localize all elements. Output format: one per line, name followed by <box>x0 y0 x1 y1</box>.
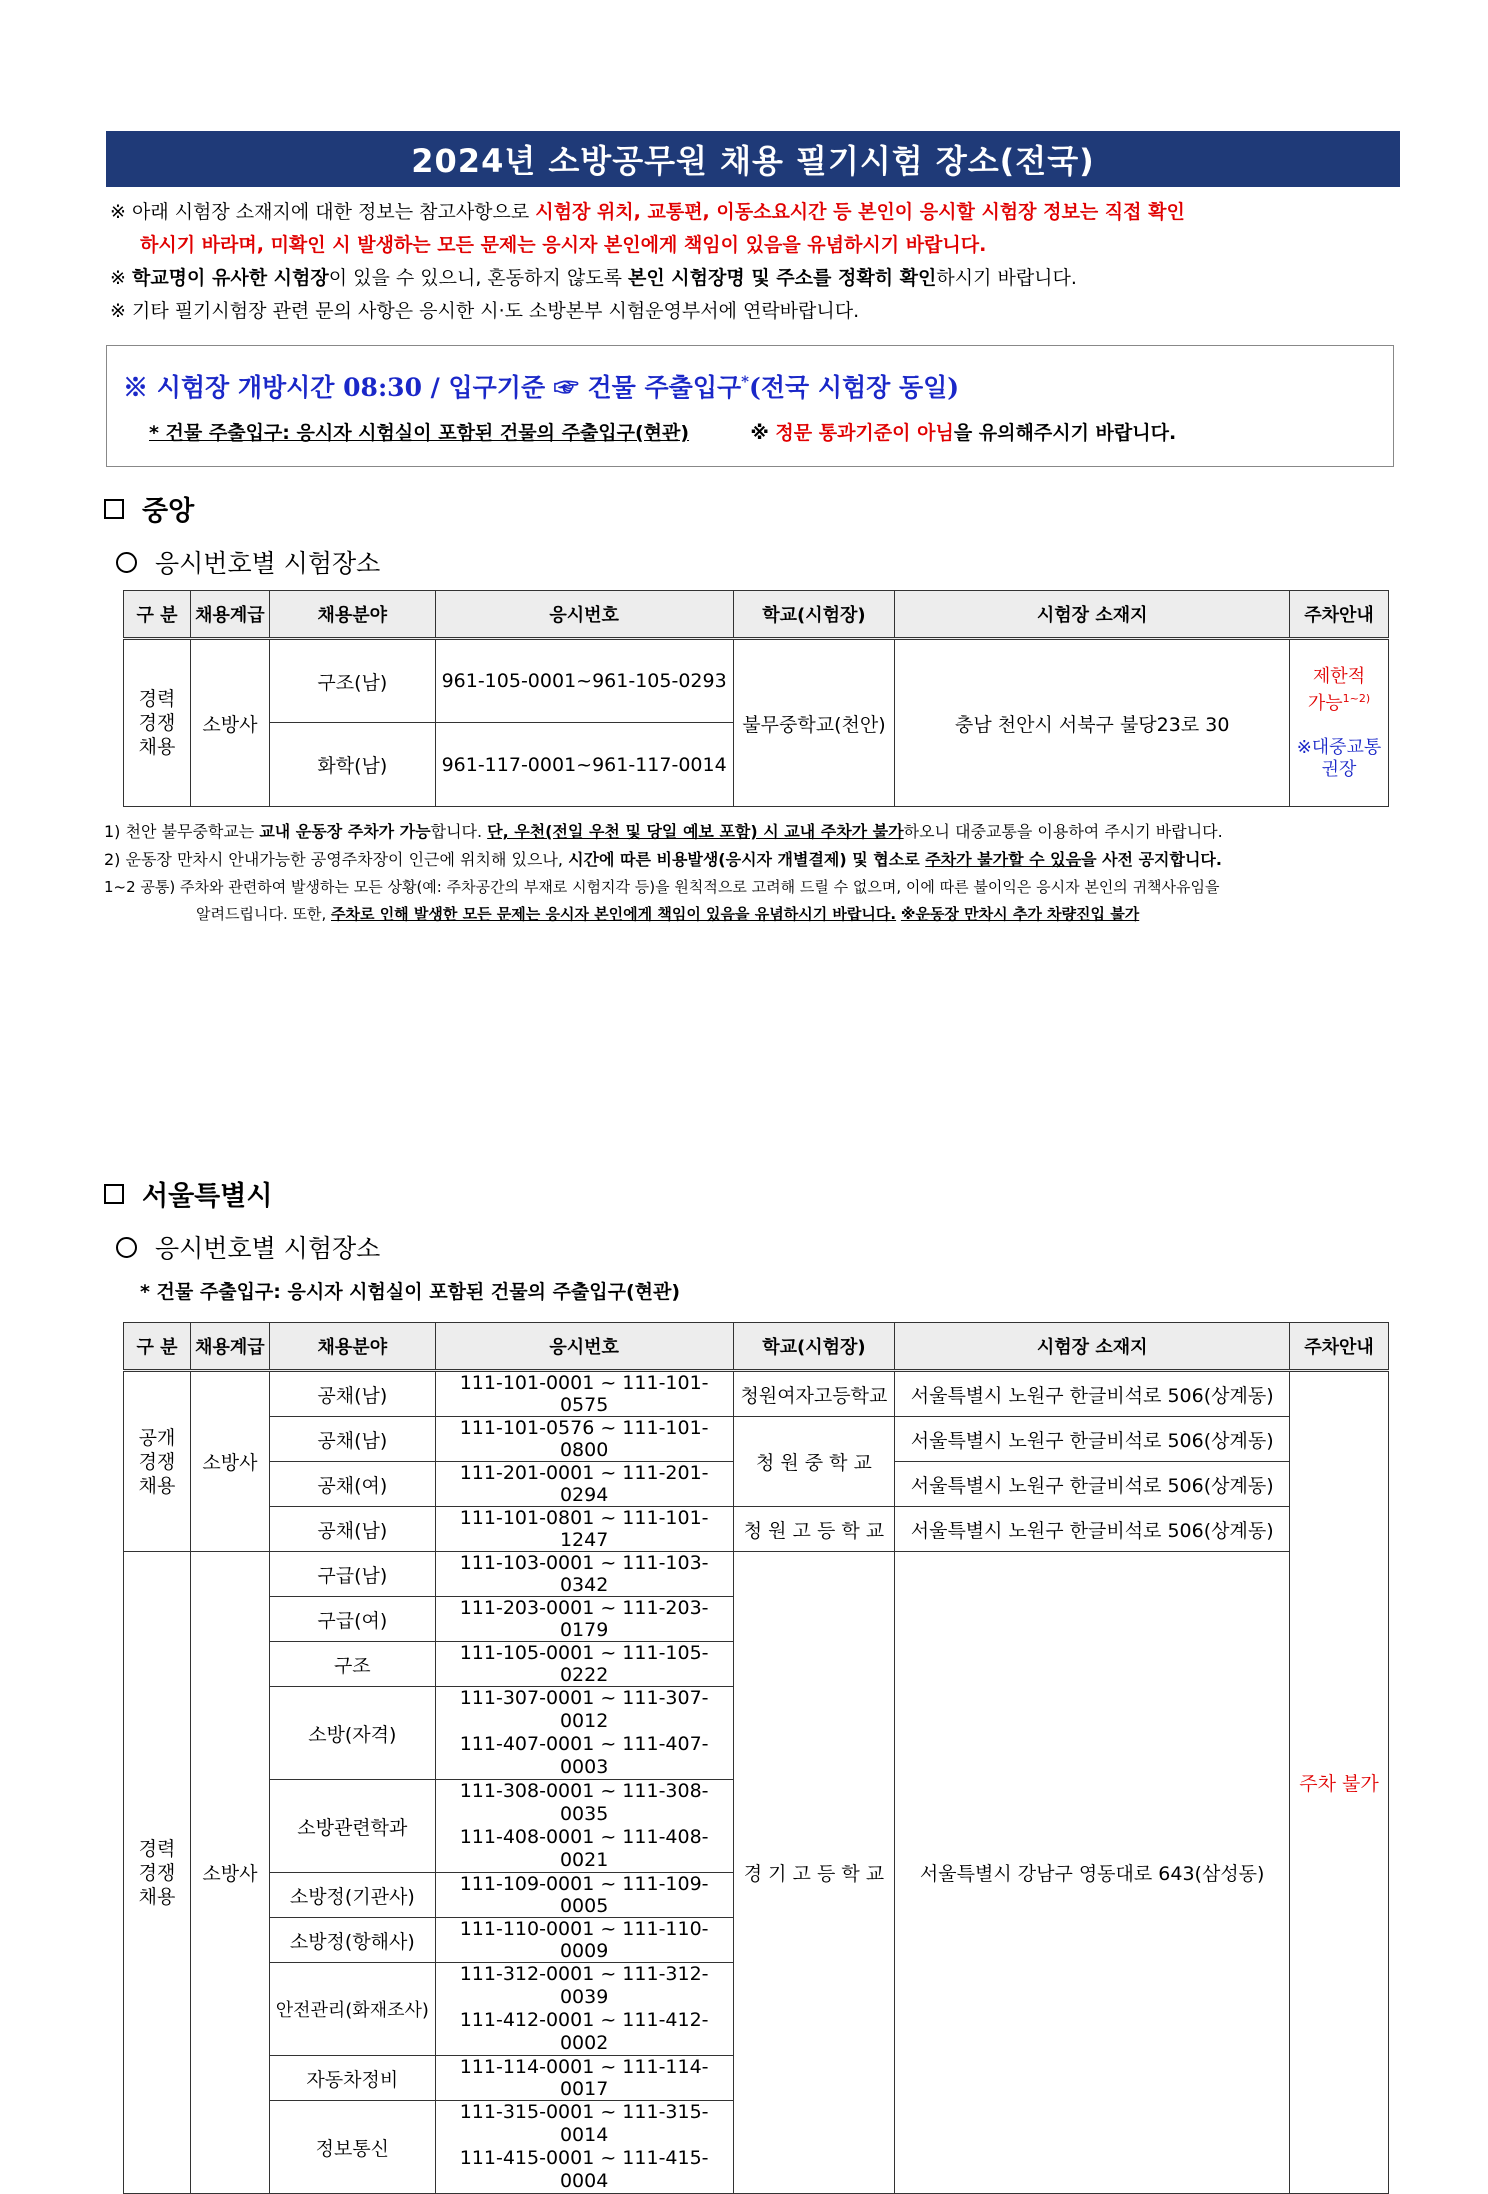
entry-info-asterisk: * <box>741 372 749 391</box>
header-field: 채용분야 <box>269 1323 435 1371</box>
seoul-career-school: 경 기 고 등 학 교 <box>733 1552 895 2194</box>
entry-info-main-text: ※ 시험장 개방시간 08:30 / 입구기준 ☞ 건물 주출입구 <box>123 373 742 402</box>
entry-info-note-end: 을 유의해주시기 바랍니다. <box>953 422 1177 444</box>
entry-info-main-end: (전국 시험장 동일) <box>748 373 960 402</box>
header-field: 채용분야 <box>269 591 435 639</box>
seoul-career-number: 111-307-0001 ~ 111-307-0012 111-407-0001 ~ 111-407-0003 <box>435 1687 733 1780</box>
seoul-field: 공채(남) <box>269 1417 435 1462</box>
seoul-career-number: 111-110-0001 ~ 111-110-0009 <box>435 1918 733 1963</box>
seoul-number: 111-101-0801 ~ 111-101-1247 <box>435 1507 733 1552</box>
central-rank: 소방사 <box>190 639 269 807</box>
seoul-field: 공채(남) <box>269 1371 435 1417</box>
seoul-career-field: 자동차정비 <box>269 2056 435 2101</box>
footnote-2-b: 시간에 따른 비용발생(응시자 개별결제) 및 협소로 <box>568 850 926 869</box>
seoul-career-field: 안전관리(화재조사) <box>269 1963 435 2056</box>
header-school: 학교(시험장) <box>733 591 895 639</box>
footnote-1-c: 합니다. <box>430 822 488 841</box>
footnote-3-e: ※운동장 만차시 추가 차량진입 불가 <box>900 905 1140 923</box>
central-exam-table <box>123 590 1389 807</box>
header-rank: 채용계급 <box>190 591 269 639</box>
seoul-career-rank: 소방사 <box>190 1552 269 2194</box>
central-field-2: 화학(남) <box>269 723 435 807</box>
seoul-career-category: 경력 경쟁 채용 <box>124 1552 191 2194</box>
section-central-heading <box>104 489 194 528</box>
central-address: 충남 천안시 서북구 불당23로 30 <box>895 639 1290 807</box>
seoul-career-field: 소방정(기관사) <box>269 1873 435 1918</box>
header-category: 구 분 <box>124 591 191 639</box>
notice-1-text-a: ※ 아래 시험장 소재지에 대한 정보는 참고사항으로 <box>110 201 536 223</box>
footnote-1 <box>104 818 1404 845</box>
circle-bullet-icon <box>116 552 137 573</box>
seoul-address: 서울특별시 노원구 한글비석로 506(상계동) <box>895 1417 1290 1462</box>
seoul-school: 청 원 중 학 교 <box>733 1417 895 1507</box>
seoul-number: 111-101-0576 ~ 111-101-0800 <box>435 1417 733 1462</box>
seoul-career-field: 소방관련학과 <box>269 1780 435 1873</box>
seoul-career-number: 111-312-0001 ~ 111-312-0039 111-412-0001 ~ 111-412-0002 <box>435 1963 733 2056</box>
footnote-3 <box>104 874 1404 928</box>
header-school: 학교(시험장) <box>733 1323 895 1371</box>
seoul-career-field: 구급(여) <box>269 1597 435 1642</box>
entry-info-note-red: 정문 통과기준이 아님 <box>775 422 954 444</box>
section-seoul-heading <box>104 1174 272 1213</box>
footnote-1-e: 하오니 대중교통을 이용하여 주시기 바랍니다. <box>903 822 1223 841</box>
seoul-career-address: 서울특별시 강남구 영동대로 643(삼성동) <box>895 1552 1290 2194</box>
notice-2-text-e: 하시기 바랍니다. <box>936 267 1077 289</box>
seoul-career-number: 111-308-0001 ~ 111-308-0035 111-408-0001 ~ 111-408-0021 <box>435 1780 733 1873</box>
central-parking-sup: 1~2) <box>1342 691 1371 705</box>
seoul-public-rank: 소방사 <box>190 1371 269 1552</box>
central-school: 불무중학교(천안) <box>733 639 895 807</box>
seoul-address: 서울특별시 노원구 한글비석로 506(상계동) <box>895 1371 1290 1417</box>
seoul-field: 공채(남) <box>269 1507 435 1552</box>
seoul-subheading <box>116 1229 380 1265</box>
header-address: 시험장 소재지 <box>895 591 1290 639</box>
seoul-parking: 주차 불가 <box>1290 1371 1389 2194</box>
central-number-1: 961-105-0001~961-105-0293 <box>435 639 733 723</box>
seoul-career-number: 111-105-0001 ~ 111-105-0222 <box>435 1642 733 1687</box>
seoul-career-field: 소방정(항해사) <box>269 1918 435 1963</box>
central-parking-transit: ※대중교통 권장 <box>1296 736 1382 780</box>
seoul-address: 서울특별시 노원구 한글비석로 506(상계동) <box>895 1462 1290 1507</box>
circle-bullet-icon <box>116 1237 137 1258</box>
central-parking-limited: 제한적 가능 <box>1307 665 1366 714</box>
seoul-school: 청원여자고등학교 <box>733 1371 895 1417</box>
seoul-public-category: 공개 경쟁 채용 <box>124 1371 191 1552</box>
seoul-career-number: 111-203-0001 ~ 111-203-0179 <box>435 1597 733 1642</box>
entry-info-box <box>106 345 1394 467</box>
section-central-title: 중앙 <box>142 496 195 527</box>
footnote-1-d: 단, 우천(전일 우천 및 당일 예보 포함) 시 교내 주차가 불가 <box>487 822 904 841</box>
footnote-1-b: 교내 운동장 주차가 가능 <box>259 822 431 841</box>
seoul-school: 청 원 고 등 학 교 <box>733 1507 895 1552</box>
header-parking: 주차안내 <box>1290 1323 1389 1371</box>
entry-info-note-mark: ※ <box>750 422 776 444</box>
footnote-2 <box>104 846 1404 873</box>
seoul-subheading-text: 응시번호별 시험장소 <box>155 1234 381 1263</box>
entry-info-definition: * 건물 주출입구: 응시자 시험실이 포함된 건물의 주출입구(현관) <box>149 422 690 444</box>
footnote-1-a: 1) 천안 불무중학교는 <box>104 822 260 841</box>
notice-3: ※ 기타 필기시험장 관련 문의 사항은 응시한 시·도 소방본부 시험운영부서에 연락바랍니다. <box>110 300 860 322</box>
seoul-address: 서울특별시 노원구 한글비석로 506(상계동) <box>895 1507 1290 1552</box>
notice-1-text-b: 시험장 위치, 교통편, 이동소요시간 등 본인이 응시할 시험장 정보는 직접 확인 <box>535 201 1185 223</box>
footnote-2-c: 주차가 불가할 수 있음 <box>925 850 1082 869</box>
seoul-exam-table <box>123 1322 1389 2194</box>
header-rank: 채용계급 <box>190 1323 269 1371</box>
notice-1 <box>110 196 1410 262</box>
seoul-career-number: 111-109-0001 ~ 111-109-0005 <box>435 1873 733 1918</box>
square-bullet-icon <box>104 499 124 519</box>
notice-1-text-c: 하시기 바라며, 미확인 시 발생하는 모든 문제는 응시자 본인에게 책임이 있음을 유념하시기 바랍니다. <box>140 234 987 256</box>
page-title: 2024년 소방공무원 채용 필기시험 장소(전국) <box>106 131 1400 187</box>
square-bullet-icon <box>104 1184 124 1204</box>
header-address: 시험장 소재지 <box>895 1323 1290 1371</box>
header-number: 응시번호 <box>435 1323 733 1371</box>
header-category: 구 분 <box>124 1323 191 1371</box>
footnote-3-a: 1~2 공통) 주차와 관련하여 발생하는 모든 상황(예: 주차공간의 부재로 시험지각 등)을 원칙적으로 고려해 드릴 수 없으며, 이에 따른 불이익은 응시자 본인의 귀책사유임을 <box>104 878 1220 896</box>
seoul-career-number: 111-315-0001 ~ 111-315-0014 111-415-0001 ~ 111-415-0004 <box>435 2101 733 2194</box>
header-number: 응시번호 <box>435 591 733 639</box>
central-category: 경력 경쟁 채용 <box>124 639 191 807</box>
seoul-career-number: 111-114-0001 ~ 111-114-0017 <box>435 2056 733 2101</box>
notice-2-text-b: 학교명이 유사한 시험장 <box>131 267 329 289</box>
seoul-career-field: 구조 <box>269 1642 435 1687</box>
footnote-3-c: 주차로 인해 발생한 모든 문제는 응시자 본인에게 책임이 있음을 유념하시기 바랍니다. <box>331 905 897 923</box>
central-subheading <box>116 544 380 580</box>
seoul-career-field: 구급(남) <box>269 1552 435 1597</box>
central-number-2: 961-117-0001~961-117-0014 <box>435 723 733 807</box>
notice-2-text-a: ※ <box>110 267 132 289</box>
notice-2-text-c: 이 있을 수 있으니, 혼동하지 않도록 <box>328 267 628 289</box>
notice-2-text-d: 본인 시험장명 및 주소를 정확히 확인 <box>627 267 937 289</box>
footnote-3-b: 알려드립니다. 또한, <box>196 905 331 923</box>
notice-2 <box>110 262 1410 295</box>
seoul-entry-note: * 건물 주출입구: 응시자 시험실이 포함된 건물의 주출입구(현관) <box>140 1281 681 1303</box>
header-parking: 주차안내 <box>1290 591 1389 639</box>
central-parking <box>1290 639 1389 807</box>
central-field-1: 구조(남) <box>269 639 435 723</box>
seoul-number: 111-101-0001 ~ 111-101-0575 <box>435 1371 733 1417</box>
seoul-career-field: 소방(자격) <box>269 1687 435 1780</box>
footnote-2-a: 2) 운동장 만차시 안내가능한 공영주차장이 인근에 위치해 있으나, <box>104 850 569 869</box>
footnote-2-d: 을 사전 공지합니다. <box>1081 850 1222 869</box>
seoul-number: 111-201-0001 ~ 111-201-0294 <box>435 1462 733 1507</box>
entry-info-main <box>123 368 959 404</box>
entry-info-sub <box>149 418 1176 445</box>
seoul-field: 공채(여) <box>269 1462 435 1507</box>
seoul-career-number: 111-103-0001 ~ 111-103-0342 <box>435 1552 733 1597</box>
central-subheading-text: 응시번호별 시험장소 <box>155 549 381 578</box>
seoul-career-field: 정보통신 <box>269 2101 435 2194</box>
section-seoul-title: 서울특별시 <box>142 1181 273 1212</box>
